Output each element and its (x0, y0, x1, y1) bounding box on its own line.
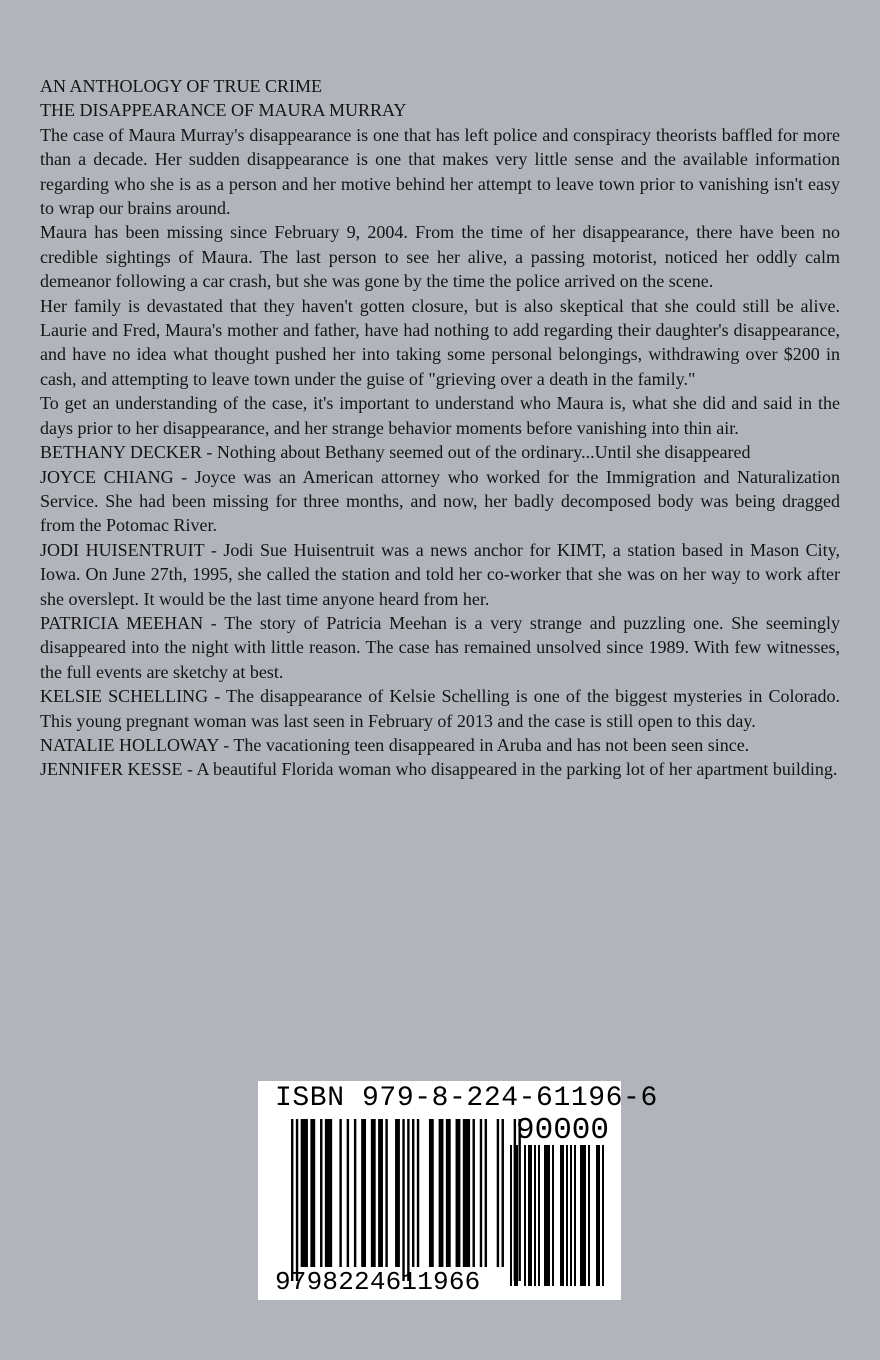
barcode-bar (291, 1119, 293, 1281)
barcode-bar (402, 1119, 404, 1281)
barcode-bar (310, 1119, 315, 1267)
barcode-bar (412, 1119, 414, 1267)
case-bethany-decker: BETHANY DECKER - Nothing about Bethany seemed out of the ordinary...Until she disappeared (40, 442, 751, 463)
ean13-bars (291, 1119, 521, 1281)
addon-bar (552, 1145, 554, 1286)
barcode-bar (361, 1119, 366, 1267)
barcode-bar (456, 1119, 461, 1267)
paragraph-family: Her family is devastated that they haven't gotten closure, but is also skeptical that she could still be alive. Laurie and Fred, Maura's mother and father, have had nothing to add regarding their daughter's disappearance, and have no idea what thought pushed her into taking some personal belongings, withdrawing over $200 in cash, and attempting to leave town under the guise of "grieving over a death in the family." (40, 295, 840, 389)
addon-bar (580, 1145, 586, 1286)
addon-bar (574, 1145, 576, 1286)
paragraph-intro: The case of Maura Murray's disappearance is one that has left police and conspiracy theorists baffled for more than a decade. Her sudden disappearance is one that makes very little sense and the available information regarding who she is as a person and her motive behind her attempt to leave town prior to vanishing isn't easy to wrap our brains around. (40, 124, 840, 219)
barcode-bar (354, 1119, 356, 1267)
barcode-bar (296, 1119, 298, 1281)
series-title: AN ANTHOLOGY OF TRUE CRIME (40, 76, 323, 96)
back-cover-description (40, 74, 840, 782)
addon-bar (570, 1145, 572, 1286)
addon-bar (534, 1145, 536, 1286)
addon-bar (602, 1145, 604, 1286)
barcode-bar (473, 1119, 475, 1267)
case-joyce-chiang: JOYCE CHIANG - Joyce was an American attorney who worked for the Immigration and Naturalization Service. She had been missing for three months, and now, her badly decomposed body was being dragged from the Potomac River. (40, 466, 840, 536)
addon-bars (510, 1145, 604, 1286)
barcode-bar (395, 1119, 400, 1267)
addon-bar (510, 1145, 512, 1286)
barcode-bar (446, 1119, 451, 1267)
barcode-bar (463, 1119, 470, 1267)
barcode-bar (339, 1119, 341, 1267)
case-patricia-meehan: PATRICIA MEEHAN - The story of Patricia Meehan is a very strange and puzzling one. She seemingly disappeared into the night with little reason. The case has remained unsolved since 1989. With few witnesses, the full events are sketchy at best. (40, 612, 840, 682)
barcode-bar (320, 1119, 322, 1267)
addon-code: 90000 (516, 1113, 610, 1148)
barcode-bar (502, 1119, 504, 1267)
addon-bar (596, 1145, 600, 1286)
paragraph-missing-since: Maura has been missing since February 9, 2004. From the time of her disappearance, there have been no credible sightings of Maura. The last person to see her alive, a passing motorist, noticed her oddly calm demeanor following a car crash, but she was gone by the time the police arrived on the scene. (40, 222, 840, 292)
addon-bar (538, 1145, 540, 1286)
barcode-bar (417, 1119, 419, 1267)
addon-bar (524, 1145, 526, 1286)
addon-bar (566, 1145, 568, 1286)
barcode-bar (371, 1119, 376, 1267)
case-jennifer-kesse: JENNIFER KESSE - A beautiful Florida woman who disappeared in the parking lot of her apartment building. (40, 759, 838, 780)
ean-digits: 9798224611966 (275, 1267, 481, 1297)
barcode-bar (407, 1119, 409, 1281)
barcode-bar (497, 1119, 499, 1267)
barcode-bar (385, 1119, 387, 1267)
addon-bar (514, 1145, 518, 1286)
addon-bar (560, 1145, 564, 1286)
barcode-bar (347, 1119, 349, 1267)
addon-bar (528, 1145, 532, 1286)
barcode-bar (480, 1119, 482, 1267)
barcode-bar (378, 1119, 383, 1267)
case-kelsie-schelling: KELSIE SCHELLING - The disappearance of Kelsie Schelling is one of the biggest mysteries in Colorado. This young pregnant woman was last seen in February of 2013 and the case is still open to this day. (40, 686, 840, 731)
case-jodi-huisentruit: JODI HUISENTRUIT - Jodi Sue Huisentruit was a news anchor for KIMT, a station based in Mason City, Iowa. On June 27th, 1995, she called the station and told her co-worker that she was on her way to work after she overslept. It would be the last time anyone heard from her. (40, 539, 840, 609)
barcode-bar (429, 1119, 434, 1267)
barcode-bar (325, 1119, 332, 1267)
barcode-bar (485, 1119, 487, 1267)
barcode-bar (301, 1119, 308, 1267)
isbn-label: ISBN 979-8-224-61196-6 (275, 1083, 658, 1114)
book-title: THE DISAPPEARANCE OF MAURA MURRAY (40, 100, 407, 121)
addon-bar (544, 1145, 550, 1286)
isbn-barcode (258, 1081, 658, 1300)
paragraph-understanding: To get an understanding of the case, it's important to understand who Maura is, what she did and said in the days prior to her disappearance, and her strange behavior moments before vanishing into thin air. (40, 393, 840, 438)
addon-bar (588, 1145, 590, 1286)
barcode-bar (439, 1119, 444, 1267)
case-natalie-holloway: NATALIE HOLLOWAY - The vacationing teen disappeared in Aruba and has not been seen since. (40, 734, 750, 755)
